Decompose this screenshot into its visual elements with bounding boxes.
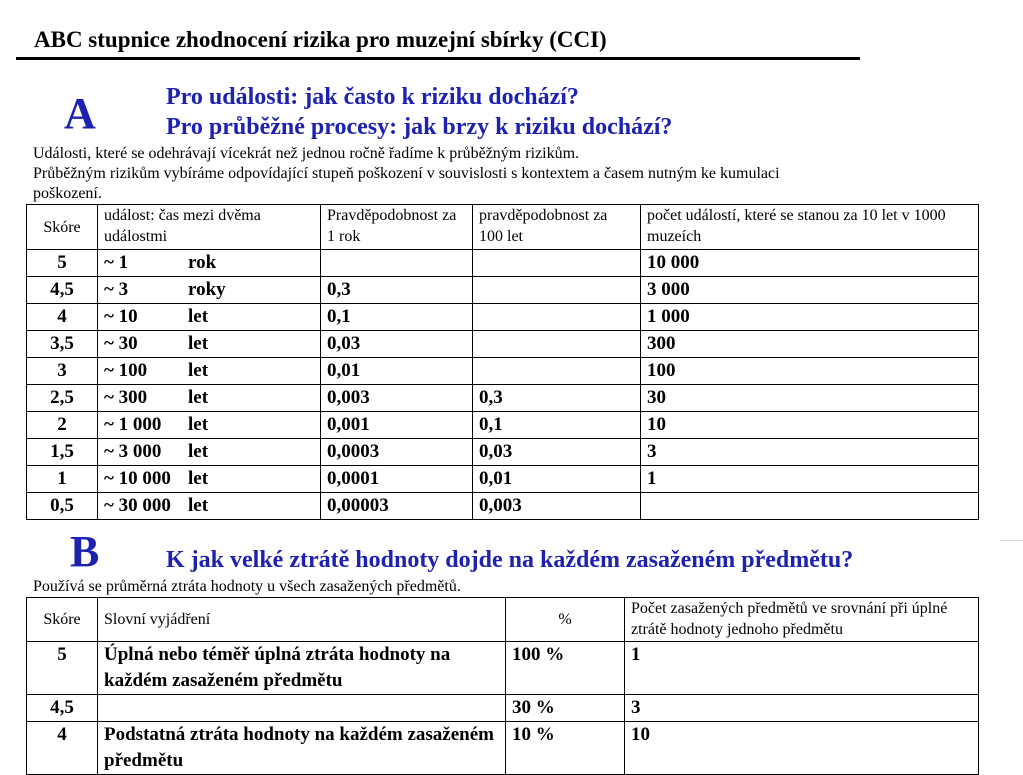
section-a-note-1: Události, které se odehrávají vícekrát než jednou ročně řadíme k průběžným rizikům. xyxy=(33,145,580,162)
interval-value: ~ 1 000 xyxy=(104,414,162,435)
header-count: počet událostí, které se stanou za 10 let v 1000 muzeích xyxy=(641,205,979,250)
interval-unit: let xyxy=(188,387,209,408)
table-row xyxy=(27,304,979,331)
edge-line xyxy=(1000,540,1023,541)
interval-unit: let xyxy=(188,360,209,381)
interval-value: ~ 30 000 xyxy=(104,495,171,516)
table-row xyxy=(27,358,979,385)
section-a-question-1: Pro události: jak často k riziku dochází? xyxy=(166,84,579,110)
interval-cell xyxy=(98,439,321,466)
section-a-question-2: Pro průběžné procesy: jak brzy k riziku dochází? xyxy=(166,114,673,140)
table-row xyxy=(27,277,979,304)
interval-unit: let xyxy=(188,468,209,489)
score-cell: 5 xyxy=(27,642,98,695)
prob-100y-cell: 0,01 xyxy=(473,466,641,493)
frequency-table xyxy=(26,204,979,520)
description-cell: Podstatná ztráta hodnoty na každém zasaženém předmětu xyxy=(98,722,506,775)
table-row xyxy=(27,250,979,277)
prob-1y-cell: 0,0003 xyxy=(321,439,473,466)
section-a-letter: A xyxy=(64,89,96,138)
prob-100y-cell: 0,003 xyxy=(473,493,641,520)
score-cell: 4,5 xyxy=(27,277,98,304)
interval-value: ~ 1 xyxy=(104,252,129,273)
prob-100y-cell xyxy=(473,304,641,331)
loss-table-header xyxy=(27,598,979,642)
percent-cell: 10 % xyxy=(506,722,625,775)
interval-value: ~ 3 xyxy=(104,279,129,300)
prob-100y-cell xyxy=(473,277,641,304)
description-cell xyxy=(98,695,506,722)
score-cell: 4,5 xyxy=(27,695,98,722)
header-prob-100y: pravděpodobnost za 100 let xyxy=(473,205,641,250)
interval-cell xyxy=(98,412,321,439)
affected-count-cell: 1 xyxy=(625,642,979,695)
table-row xyxy=(27,695,979,722)
interval-cell xyxy=(98,304,321,331)
percent-cell: 30 % xyxy=(506,695,625,722)
count-cell: 3 000 xyxy=(641,277,979,304)
loss-table xyxy=(26,597,979,775)
frequency-table-header xyxy=(27,205,979,250)
interval-unit: rok xyxy=(188,252,217,273)
prob-100y-cell xyxy=(473,358,641,385)
description-cell: Úplná nebo téměř úplná ztráta hodnoty na každém zasaženém předmětu xyxy=(98,642,506,695)
prob-1y-cell: 0,01 xyxy=(321,358,473,385)
count-cell: 3 xyxy=(641,439,979,466)
interval-value: ~ 100 xyxy=(104,360,148,381)
section-b-question: K jak velké ztrátě hodnoty dojde na každém zasaženém předmětu? xyxy=(166,547,854,573)
interval-cell xyxy=(98,250,321,277)
interval-cell xyxy=(98,493,321,520)
page-title: ABC stupnice zhodnocení rizika pro muzejní sbírky (CCI) xyxy=(34,27,607,52)
score-cell: 2 xyxy=(27,412,98,439)
prob-1y-cell: 0,1 xyxy=(321,304,473,331)
percent-cell: 100 % xyxy=(506,642,625,695)
interval-unit: let xyxy=(188,414,209,435)
header-description: Slovní vyjádření xyxy=(98,598,506,642)
prob-1y-cell: 0,003 xyxy=(321,385,473,412)
section-b-letter: B xyxy=(70,527,100,576)
score-cell: 2,5 xyxy=(27,385,98,412)
header-percent: % xyxy=(506,598,625,642)
prob-1y-cell: 0,001 xyxy=(321,412,473,439)
header-score: Skóre xyxy=(27,598,98,642)
prob-1y-cell xyxy=(321,250,473,277)
interval-unit: let xyxy=(188,495,209,516)
prob-1y-cell: 0,00003 xyxy=(321,493,473,520)
score-cell: 3 xyxy=(27,358,98,385)
interval-cell xyxy=(98,277,321,304)
count-cell: 1 xyxy=(641,466,979,493)
header-interval: událost: čas mezi dvěma událostmi xyxy=(98,205,321,250)
interval-unit: let xyxy=(188,441,209,462)
table-row xyxy=(27,385,979,412)
header-score: Skóre xyxy=(27,205,98,250)
header-affected-count: Počet zasažených předmětů ve srovnání při úplné ztrátě hodnoty jednoho předmětu xyxy=(625,598,979,642)
score-cell: 4 xyxy=(27,722,98,775)
interval-cell xyxy=(98,358,321,385)
affected-count-cell: 3 xyxy=(625,695,979,722)
prob-1y-cell: 0,3 xyxy=(321,277,473,304)
prob-100y-cell: 0,03 xyxy=(473,439,641,466)
interval-unit: let xyxy=(188,306,209,327)
score-cell: 0,5 xyxy=(27,493,98,520)
count-cell: 10 000 xyxy=(641,250,979,277)
prob-100y-cell: 0,1 xyxy=(473,412,641,439)
section-a-note-2: Průběžným rizikům vybíráme odpovídající stupeň poškození v souvislosti s kontextem a časem nutným ke kumulaci xyxy=(33,165,780,182)
interval-unit: let xyxy=(188,333,209,354)
prob-100y-cell: 0,3 xyxy=(473,385,641,412)
header-prob-1y: Pravděpodobnost za 1 rok xyxy=(321,205,473,250)
count-cell xyxy=(641,493,979,520)
count-cell: 30 xyxy=(641,385,979,412)
count-cell: 10 xyxy=(641,412,979,439)
interval-value: ~ 3 000 xyxy=(104,441,162,462)
count-cell: 1 000 xyxy=(641,304,979,331)
table-row xyxy=(27,412,979,439)
prob-1y-cell: 0,03 xyxy=(321,331,473,358)
title-underline xyxy=(16,57,860,60)
table-row xyxy=(27,466,979,493)
interval-cell xyxy=(98,466,321,493)
score-cell: 5 xyxy=(27,250,98,277)
score-cell: 4 xyxy=(27,304,98,331)
table-row xyxy=(27,493,979,520)
score-cell: 1,5 xyxy=(27,439,98,466)
prob-100y-cell xyxy=(473,250,641,277)
score-cell: 1 xyxy=(27,466,98,493)
table-row xyxy=(27,439,979,466)
interval-cell xyxy=(98,331,321,358)
affected-count-cell: 10 xyxy=(625,722,979,775)
interval-cell xyxy=(98,385,321,412)
prob-100y-cell xyxy=(473,331,641,358)
table-row xyxy=(27,722,979,775)
count-cell: 100 xyxy=(641,358,979,385)
interval-value: ~ 30 xyxy=(104,333,138,354)
score-cell: 3,5 xyxy=(27,331,98,358)
section-b-note: Používá se průměrná ztráta hodnoty u všech zasažených předmětů. xyxy=(33,578,461,595)
table-row xyxy=(27,331,979,358)
table-row xyxy=(27,642,979,695)
interval-value: ~ 10 000 xyxy=(104,468,171,489)
interval-unit: roky xyxy=(188,279,226,300)
interval-value: ~ 10 xyxy=(104,306,138,327)
prob-1y-cell: 0,0001 xyxy=(321,466,473,493)
count-cell: 300 xyxy=(641,331,979,358)
interval-value: ~ 300 xyxy=(104,387,148,408)
section-a-note-3: poškození. xyxy=(33,185,102,202)
